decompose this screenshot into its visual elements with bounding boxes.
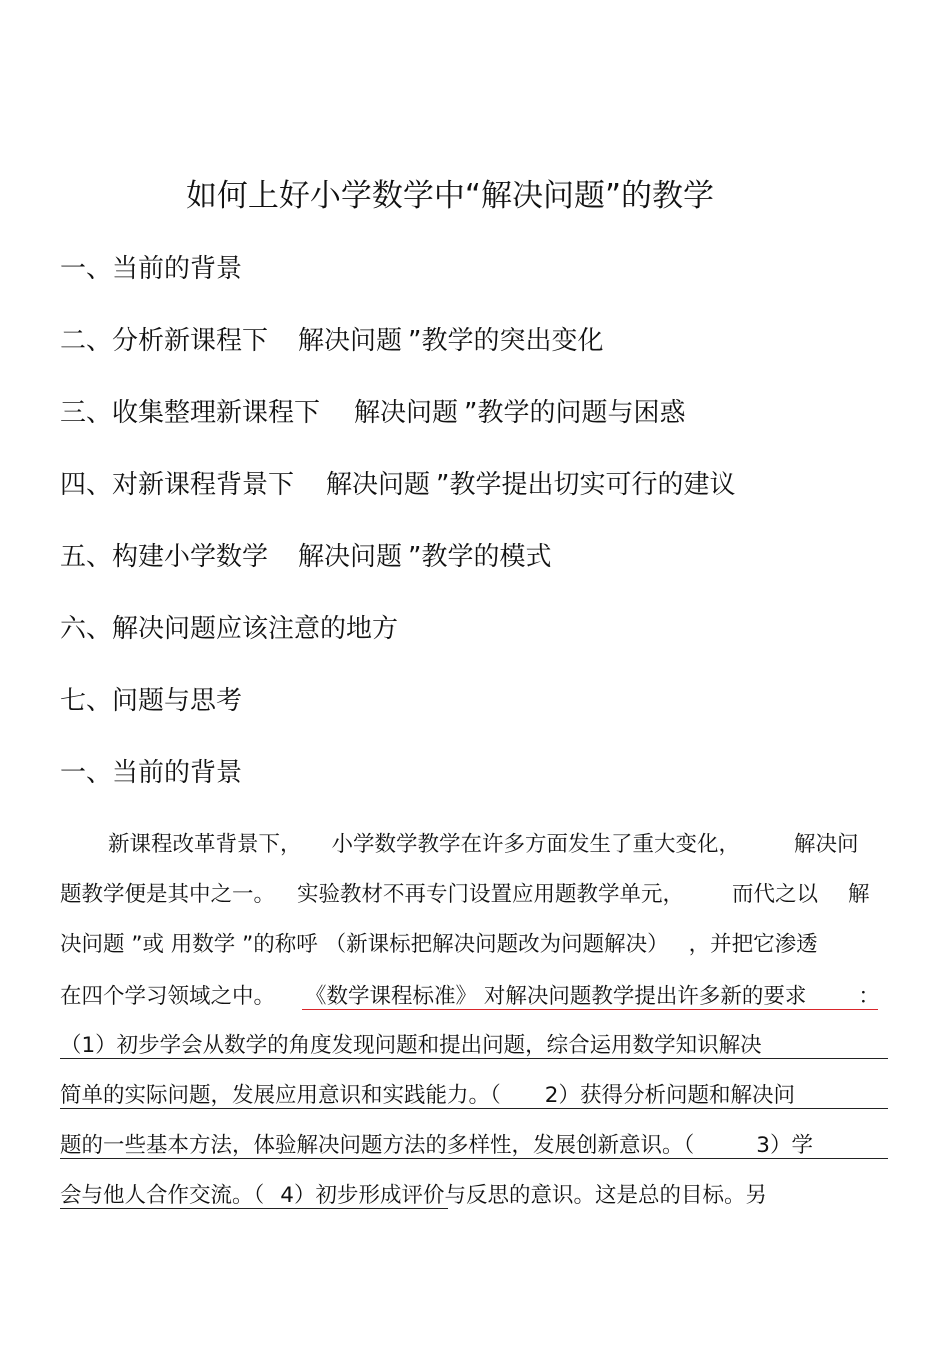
paragraph-line-2	[60, 880, 870, 910]
outline-num: 二、	[60, 326, 113, 356]
red-underline	[302, 1009, 878, 1010]
paragraph-text: ：	[858, 984, 880, 1009]
paragraph-text: 实验教材不再专门设置应用题教学单元，	[297, 882, 685, 907]
document-title: 如何上好小学数学中“解决问题”的教学	[185, 178, 715, 214]
outline-text: 对新课程背景下	[112, 470, 295, 500]
paragraph-text: 会与他人合作交流。（	[60, 1183, 265, 1208]
outline-num: 六、	[60, 614, 113, 644]
outline-text-tail: ”教学的模式	[408, 542, 552, 572]
underline	[60, 1108, 888, 1109]
paragraph-text: 这是总的目标。另	[594, 1183, 767, 1208]
outline-item-3	[60, 396, 686, 430]
underline	[60, 1208, 448, 1209]
outline-term: 解决问题	[298, 542, 403, 572]
paragraph-text: 决问题 ”或 用数学 ”的称呼 （新课标把解决问题改为问题解决）	[60, 932, 669, 957]
outline-item-4	[60, 468, 736, 502]
paragraph-text: 题教学便是其中之一。	[60, 882, 276, 907]
paragraph-text: 小学数学教学在许多方面发生了重大变化，	[331, 832, 741, 857]
outline-text: 解决问题应该注意的地方	[112, 614, 399, 644]
paragraph-line-5	[60, 1031, 762, 1061]
outline-item-5	[60, 540, 552, 574]
paragraph-text: ，并把它渗透	[688, 932, 818, 957]
outline-num: 三、	[60, 398, 113, 428]
paragraph-text: 新课程改革背景下，	[108, 832, 302, 857]
outline-text: 收集整理新课程下	[112, 398, 321, 428]
outline-text: 构建小学数学	[112, 542, 269, 572]
paragraph-text: 而代之以	[732, 882, 819, 907]
paragraph-text: 3）学	[756, 1133, 813, 1158]
paragraph-text: 解决问	[794, 832, 859, 857]
paragraph-line-3	[60, 930, 818, 960]
paragraph-text: （1）初步学会从数学的角度发现问题和提出问题，综合运用数学知识解决	[60, 1033, 762, 1058]
outline-item-1	[60, 252, 242, 286]
outline-text-tail: ”教学的突出变化	[408, 326, 604, 356]
paragraph-text: 题的一些基本方法，体验解决问题方法的多样性，发展创新意识。（	[60, 1133, 695, 1158]
paragraph-text: 简单的实际问题，发展应用意识和实践能力。（	[60, 1083, 501, 1108]
outline-num: 一、	[60, 254, 113, 284]
paragraph-text: 在四个学习领域之中。	[60, 984, 276, 1009]
outline-num: 五、	[60, 542, 113, 572]
section-heading: 一、当前的背景	[60, 758, 243, 788]
paragraph-line-4	[60, 982, 880, 1012]
outline-text: 分析新课程下	[112, 326, 269, 356]
paragraph-line-6	[60, 1081, 795, 1111]
paragraph-line-1	[108, 830, 859, 860]
underline	[60, 1058, 888, 1059]
paragraph-text: 2）获得分析问题和解决问	[544, 1083, 795, 1108]
outline-term: 解决问题	[298, 326, 403, 356]
outline-num: 七、	[60, 686, 113, 716]
paragraph-text: 《数学课程标准》 对解决问题教学提出许多新的要求	[305, 984, 807, 1009]
outline-num: 四、	[60, 470, 113, 500]
underline	[60, 1158, 888, 1159]
outline-text-tail: ”教学提出切实可行的建议	[436, 470, 736, 500]
paragraph-text: 4）初步形成评价与反思的意识。	[280, 1183, 595, 1208]
outline-text-tail: ”教学的问题与困惑	[464, 398, 686, 428]
outline-item-2	[60, 324, 604, 358]
paragraph-line-7	[60, 1131, 813, 1161]
paragraph-text: 解	[848, 882, 870, 907]
outline-item-7	[60, 684, 242, 718]
paragraph-line-8	[60, 1181, 767, 1211]
outline-item-6	[60, 612, 398, 646]
outline-term: 解决问题	[326, 470, 431, 500]
outline-text: 当前的背景	[112, 254, 243, 284]
outline-term: 解决问题	[354, 398, 459, 428]
outline-text: 问题与思考	[112, 686, 243, 716]
